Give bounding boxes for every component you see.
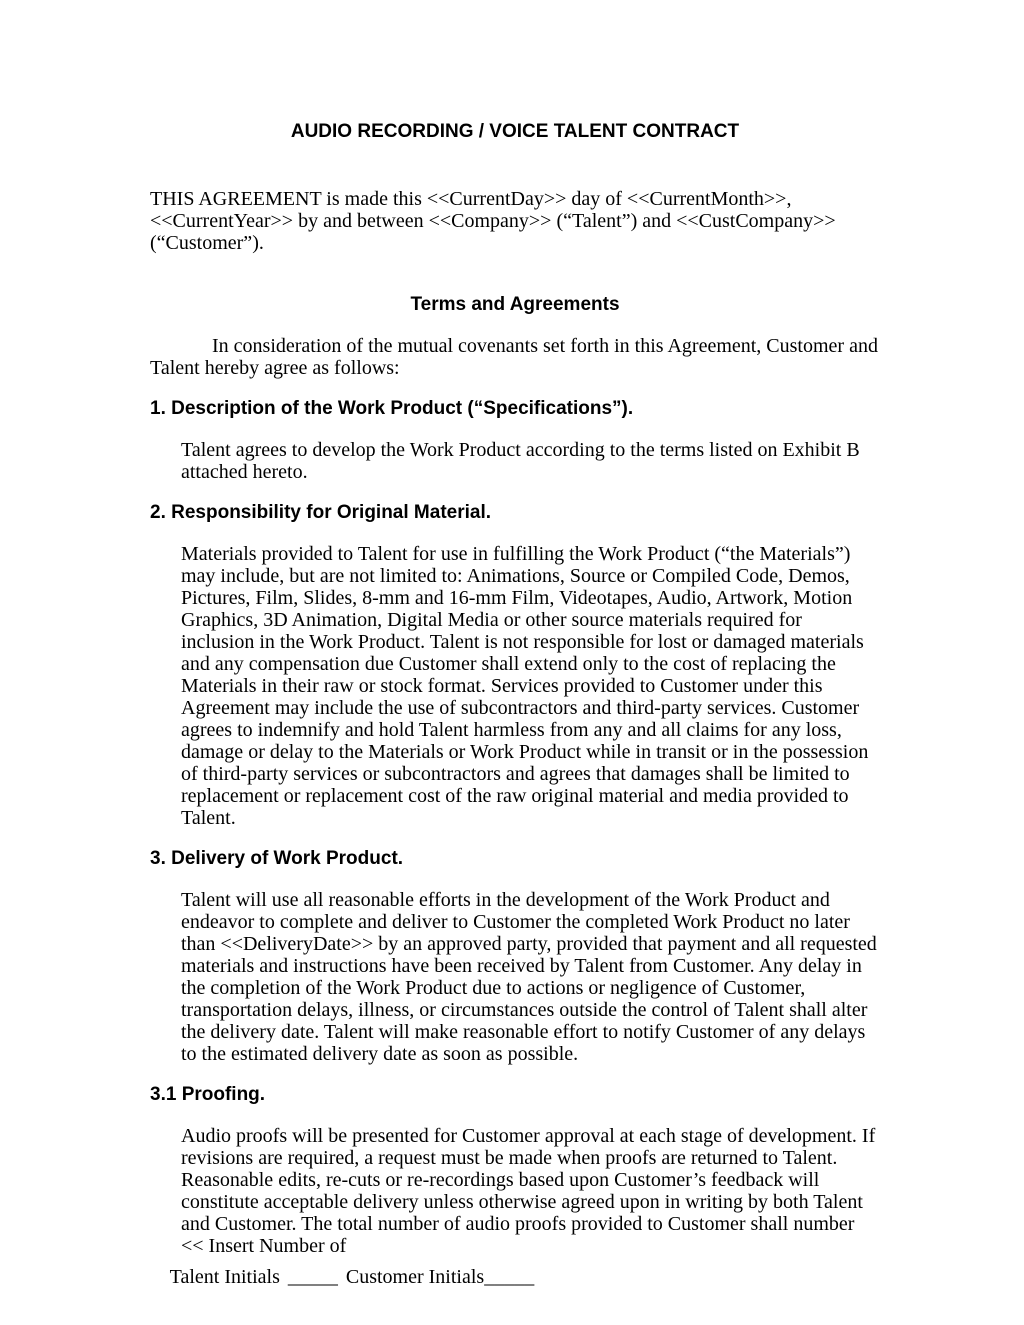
terms-intro-paragraph: In consideration of the mutual covenants set forth in this Agreement, Customer and Talent hereby agree as follows: [150,335,878,379]
section-2-heading: 2. Responsibility for Original Material. [150,502,492,523]
section-3-heading: 3. Delivery of Work Product. [150,848,404,869]
document-title: AUDIO RECORDING / VOICE TALENT CONTRACT [290,121,740,142]
section-3-1-body: Audio proofs will be presented for Customer approval at each stage of development. If revisions are required, a request must be made when proofs are returned to Talent. Reasonable edits, re-cuts or re-recordings based upon Customer’s feedback will constitute acceptable delivery unless otherwise agreed upon in writing by both Talent and Customer. The total number of audio proofs provided to Customer shall number << Insert Number of [181,1125,876,1257]
agreement-intro-paragraph: THIS AGREEMENT is made this <<CurrentDay>> day of <<CurrentMonth>>, <<CurrentYear>> by and between <<Company>> (“Talent”) and <<CustCompany>> (“Customer”). [150,188,836,254]
section-3-1-heading: 3.1 Proofing. [150,1084,266,1105]
section-1-body: Talent agrees to develop the Work Product according to the terms listed on Exhibit B attached hereto. [181,439,860,483]
initials-footer [150,1244,534,1310]
customer-initials-blank: _____ [484,1266,535,1288]
terms-and-agreements-heading: Terms and Agreements [410,294,620,315]
talent-initials-label: Talent Initials [169,1266,280,1288]
section-2-body: Materials provided to Talent for use in fulfilling the Work Product (“the Materials”) may include, but are not limited to: Animations, Source or Compiled Code, Demos, Pictures, Film, Slides, 8-mm and 16-mm Film, Videotapes, Audio, Artwork, Motion Graphics, 3D Animation, Digital Media or other source materials required for inclusion in the Work Product. Talent is not responsible for lost or damaged materials and any compensation due Customer shall extend only to the cost of replacing the Materials in their raw or stock format. Services provided to Customer under this Agreement may include the use of subcontractors and third-party services. Customer agrees to indemnify and hold Talent harmless from any and all claims for any loss, damage or delay to the Materials or Work Product while in transit or in the possession of third-party services or subcontractors and agrees that damages shall be limited to replacement or replacement cost of the raw original material and media provided to Talent. [181,543,869,829]
section-1-heading: 1. Description of the Work Product (“Specifications”). [150,398,634,419]
talent-initials-blank: _____ [287,1266,338,1288]
customer-initials-label: Customer Initials [345,1266,485,1288]
section-3-body: Talent will use all reasonable efforts in the development of the Work Product and endeavor to complete and deliver to Customer the completed Work Product no later than <<DeliveryDate>> by an approved party, provided that payment and all requested materials and instructions have been received by Talent from Customer. Any delay in the completion of the Work Product due to actions or negligence of Customer, transportation delays, illness, or circumstances outside the control of Talent shall alter the delivery date. Talent will make reasonable effort to notify Customer of any delays to the estimated delivery date as soon as possible. [181,889,877,1065]
